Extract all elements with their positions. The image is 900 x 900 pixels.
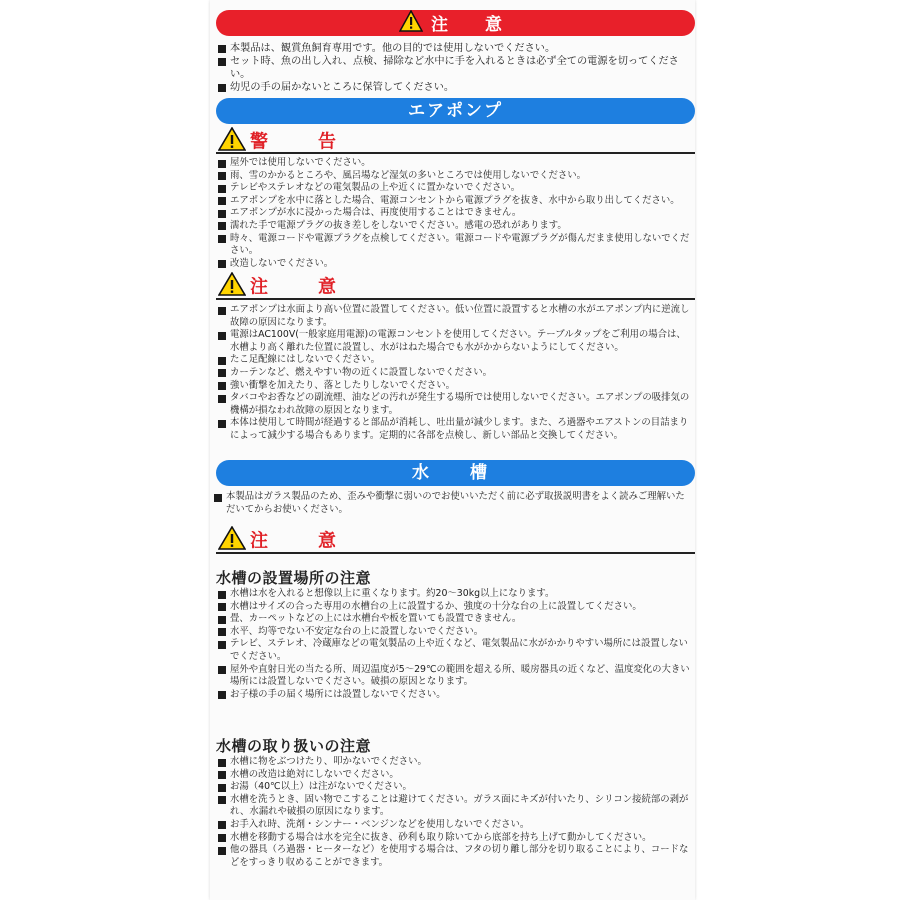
divider	[216, 152, 695, 154]
caution-title: 注 意	[250, 530, 352, 552]
list-item: 水平、均等でない不安定な台の上に設置しないでください。	[218, 626, 690, 639]
top-caution-list	[218, 42, 690, 94]
list-item: 強い衝撃を加えたり、落としたりしないでください。	[218, 380, 690, 393]
list-item: お湯（40℃以上）は注がないでください。	[218, 781, 690, 794]
list-item: 改造しないでください。	[218, 258, 690, 271]
list-item: テレビやステレオなどの電気製品の上や近くに置かないでください。	[218, 182, 690, 195]
list-item: 他の器具（ろ過器・ヒーターなど）を使用する場合は、フタの切り離し部分を切り取ることにより、コードなどをすっきり収めることができます。	[218, 844, 690, 869]
list-item: カーテンなど、燃えやすい物の近くに設置しないでください。	[218, 367, 690, 380]
list-item: エアポンプが水に浸かった場合は、再度使用することはできません。	[218, 207, 690, 220]
tank-bar	[216, 460, 695, 486]
air-pump-bar	[216, 98, 695, 124]
list-item: 濡れた手で電源プラグの抜き差しをしないでください。感電の恐れがあります。	[218, 220, 690, 233]
air-pump-warning-list	[218, 157, 690, 270]
divider	[216, 552, 695, 554]
list-item: 幼児の手の届かないところに保管してください。	[218, 81, 690, 94]
list-item: 屋外や直射日光の当たる所、周辺温度が5～29℃の範囲を超える所、暖房器具の近くなど、温度変化の大きい場所には設置しないでください。破損の原因となります。	[218, 664, 690, 689]
list-item: 水槽はサイズの合った専用の水槽台の上に設置するか、強度の十分な台の上に設置してください。	[218, 601, 690, 614]
list-item: 畳、カーペットなどの上には水槽台や板を置いても設置できません。	[218, 613, 690, 626]
list-item: 本体は使用して時間が経過すると部品が消耗し、吐出量が減少します。また、ろ過器やエアストンの目詰まりによって減少する場合もあります。定期的に各部を点検し、新しい部品と交換してください。	[218, 417, 690, 442]
top-caution-title: 注 意	[431, 15, 512, 35]
tank-title: 水 槽	[412, 463, 499, 483]
list-item: たこ足配線にはしないでください。	[218, 354, 690, 367]
placement-list	[218, 588, 690, 701]
list-item: タバコやお香などの副流煙、油などの汚れが発生する場所では使用しないでください。エアポンプの吸排気の機構が損なわれ故障の原因となります。	[218, 392, 690, 417]
air-pump-caution-list	[218, 304, 690, 443]
list-item: セット時、魚の出し入れ、点検、掃除など水中に手を入れるときは必ず全ての電源を切ってください。	[218, 55, 690, 81]
caution-title: 注 意	[250, 276, 352, 298]
list-item: 水槽に物をぶつけたり、叩かないでください。	[218, 756, 690, 769]
list-item: 本製品はガラス製品のため、歪みや衝撃に弱いのでお使いいただく前に必ず取扱説明書をよく読みご理解いただいてからお使いください。	[214, 491, 686, 516]
list-item: 雨、雪のかかるところや、風呂場など湿気の多いところでは使用しないでください。	[218, 170, 690, 183]
list-item: 水槽の改造は絶対にしないでください。	[218, 769, 690, 782]
top-caution-bar	[216, 10, 695, 36]
divider	[216, 298, 695, 300]
list-item: テレビ、ステレオ、冷蔵庫などの電気製品の上や近くなど、電気製品に水がかかりやすい場所には設置しないでください。	[218, 638, 690, 663]
list-item: エアポンプは水面より高い位置に設置してください。低い位置に設置すると水槽の水がエアポンプ内に逆流し故障の原因になります。	[218, 304, 690, 329]
list-item: お手入れ時、洗剤・シンナー・ベンジンなどを使用しないでください。	[218, 819, 690, 832]
warning-triangle-icon	[399, 10, 423, 40]
list-item: 屋外では使用しないでください。	[218, 157, 690, 170]
air-pump-title: エアポンプ	[408, 101, 503, 121]
list-item: 本製品は、観賞魚飼育専用です。他の目的では使用しないでください。	[218, 42, 690, 55]
placement-title: 水槽の設置場所の注意	[216, 569, 372, 587]
handling-list	[218, 756, 690, 869]
warning-title: 警 告	[250, 131, 352, 153]
list-item: 電源はAC100V(一般家庭用電源)の電源コンセントを使用してください。テーブルタップをご利用の場合は、水槽より高く離れた位置に設置し、水がはねた場合でも水がかからないようにしてください。	[218, 329, 690, 354]
tank-intro-list	[214, 491, 686, 516]
list-item: お子様の手の届く場所には設置しないでください。	[218, 689, 690, 702]
list-item: 水槽を移動する場合は水を完全に抜き、砂利も取り除いてから底部を持ち上げて動かしてください。	[218, 832, 690, 845]
list-item: エアポンプを水中に落とした場合、電源コンセントから電源プラグを抜き、水中から取り出してください。	[218, 195, 690, 208]
handling-title: 水槽の取り扱いの注意	[216, 737, 372, 755]
list-item: 水槽は水を入れると想像以上に重くなります。約20～30kg以上になります。	[218, 588, 690, 601]
list-item: 水槽を洗うとき、固い物でこすることは避けてください。ガラス面にキズが付いたり、シリコン接続部の剥がれ、水漏れや破損の原因になります。	[218, 794, 690, 819]
instruction-sheet	[210, 0, 695, 900]
list-item: 時々、電源コードや電源プラグを点検してください。電源コードや電源プラグが傷んだまま使用しないでください。	[218, 233, 690, 258]
